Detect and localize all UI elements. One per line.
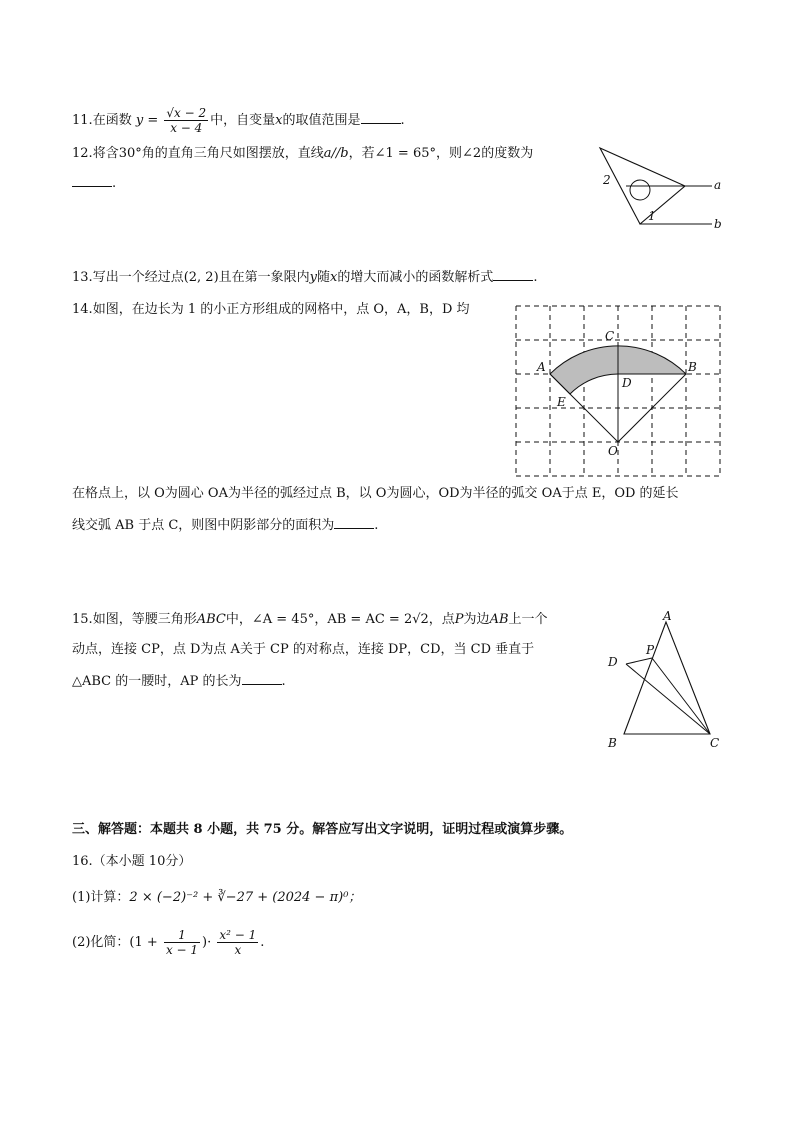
question-16-head: 16.（本小题 10分） bbox=[72, 854, 192, 869]
label-C: C bbox=[710, 736, 720, 750]
label-line-b: b bbox=[714, 217, 722, 231]
answer-blank bbox=[242, 672, 282, 685]
figure-q14-grid bbox=[510, 300, 726, 480]
question-15: 15.如图，等腰三角形ABC中，∠A = 45°，AB = AC = 2√2，点P为边AB上一个 bbox=[72, 612, 548, 627]
label-line-a: a bbox=[714, 178, 722, 192]
label-angle-2: 2 bbox=[603, 173, 611, 187]
label-angle-1: 1 bbox=[648, 209, 656, 223]
label-C: C bbox=[605, 329, 615, 343]
fraction: $\frac{√x - 2}{x - 4}$ bbox=[166, 106, 207, 135]
question-14-line2: 在格点上，以 O为圆心 OA为半径的弧经过点 B，以 O为圆心，OD为半径的弧交 OA于点 E，OD 的延长 bbox=[72, 486, 679, 501]
answer-blank bbox=[361, 111, 401, 124]
section-3-title: 三、解答题：本题共 8 小题，共 75 分。解答应写出文字说明，证明过程或演算步骤。 bbox=[72, 822, 573, 837]
figure-q15 bbox=[600, 608, 730, 753]
question-15-line3: △ABC 的一腰时，AP 的长为 . bbox=[72, 674, 286, 689]
label-B: B bbox=[688, 360, 697, 374]
label-D: D bbox=[608, 655, 618, 669]
label-B: B bbox=[608, 736, 617, 750]
label-O: O bbox=[608, 444, 618, 458]
fraction: $\frac{1}{x - 1}$ bbox=[165, 928, 199, 957]
question-16-part1: (1)计算：2 × (−2)⁻² + ∛−27 + (2024 − π)⁰； bbox=[72, 890, 362, 905]
answer-blank bbox=[493, 268, 533, 281]
label-P: P bbox=[646, 643, 655, 657]
fraction: $\frac{\text{x² − 1}}{x}$ bbox=[219, 928, 257, 957]
figure-q12 bbox=[590, 140, 730, 240]
label-A: A bbox=[663, 609, 672, 623]
answer-blank bbox=[72, 174, 112, 187]
question-13: 13.写出一个经过点(2, 2)且在第一象限内y随x的增大而减小的函数解析式 . bbox=[72, 270, 538, 285]
question-16-part2: (2)化简：(1 + $\frac{1}{x - 1}$ )· $\frac{\text{x² − 1}}{x}$ . bbox=[72, 928, 265, 957]
answer-blank bbox=[334, 516, 374, 529]
label-A: A bbox=[537, 360, 546, 374]
question-14-line3: 线交弧 AB 于点 C，则图中阴影部分的面积为 . bbox=[72, 518, 379, 533]
question-12: 12.将含30°角的直角三角尺如图摆放，直线a//b，若∠1 = 65°，则∠2的度数为 bbox=[72, 146, 534, 161]
question-15-line2: 动点，连接 CP，点 D为点 A关于 CP 的对称点，连接 DP，CD，当 CD 垂直于 bbox=[72, 642, 535, 657]
label-E: E bbox=[557, 395, 566, 409]
question-11: 11.在函数 y = $\frac{√x - 2}{x - 4}$ 中，自变量x的取值范围是 . bbox=[72, 106, 405, 135]
question-12-answer: . bbox=[72, 174, 116, 194]
question-14-line1: 14.如图，在边长为 1 的小正方形组成的网格中，点 O，A，B，D 均 bbox=[72, 302, 470, 317]
label-D: D bbox=[622, 376, 632, 390]
